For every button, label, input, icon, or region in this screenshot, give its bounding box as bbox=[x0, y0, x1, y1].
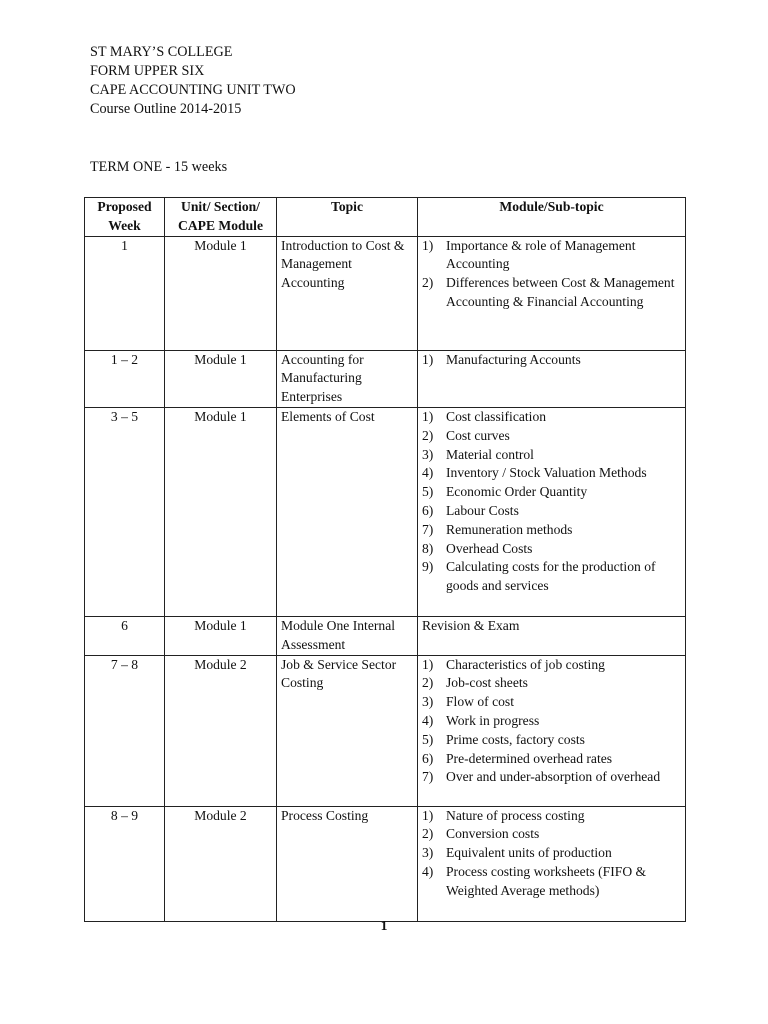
header-subtopic: Module/Sub-topic bbox=[418, 198, 686, 237]
list-item bbox=[422, 446, 681, 465]
cell-unit: Module 1 bbox=[165, 236, 277, 350]
cell-subtopic: Revision & Exam bbox=[418, 616, 686, 655]
cell-subtopic bbox=[418, 407, 686, 616]
list-item-text: Prime costs, factory costs bbox=[446, 731, 585, 747]
list-item bbox=[422, 502, 681, 521]
list-item-text: Manufacturing Accounts bbox=[446, 351, 581, 367]
outline-year: Course Outline 2014-2015 bbox=[90, 101, 242, 117]
list-item-number: 3) bbox=[422, 845, 434, 861]
list-item-number: 7) bbox=[422, 769, 434, 785]
course-title: CAPE ACCOUNTING UNIT TWO bbox=[90, 82, 296, 98]
header-topic: Topic bbox=[277, 198, 418, 237]
list-item-number: 1) bbox=[422, 656, 434, 672]
list-item-text: Remuneration methods bbox=[446, 521, 573, 537]
list-item-number: 1) bbox=[422, 237, 434, 253]
list-item-number: 3) bbox=[422, 446, 434, 462]
table-header-row bbox=[85, 198, 686, 237]
subtopic-list bbox=[422, 408, 681, 596]
table-row bbox=[85, 806, 686, 921]
cell-subtopic bbox=[418, 236, 686, 350]
list-item-number: 4) bbox=[422, 863, 434, 879]
cell-week: 1 – 2 bbox=[85, 350, 165, 407]
list-item-number: 2) bbox=[422, 675, 434, 691]
cell-topic: Introduction to Cost & Management Accounting bbox=[277, 236, 418, 350]
document-header bbox=[90, 43, 296, 119]
table-body bbox=[85, 236, 686, 921]
list-item-number: 6) bbox=[422, 750, 434, 766]
cell-week: 7 – 8 bbox=[85, 655, 165, 806]
list-item-number: 9) bbox=[422, 559, 434, 575]
list-item-text: Importance & role of Management Accounting bbox=[446, 237, 636, 272]
list-item bbox=[422, 712, 681, 731]
list-item bbox=[422, 464, 681, 483]
term-title: TERM ONE - 15 weeks bbox=[90, 159, 228, 175]
list-item-number: 6) bbox=[422, 502, 434, 518]
subtopic-list bbox=[422, 237, 681, 312]
list-item bbox=[422, 807, 681, 826]
cell-topic: Job & Service Sector Costing bbox=[277, 655, 418, 806]
list-item bbox=[422, 351, 681, 370]
list-item-text: Cost classification bbox=[446, 408, 547, 424]
list-item bbox=[422, 844, 681, 863]
cell-week: 6 bbox=[85, 616, 165, 655]
list-item-number: 1) bbox=[422, 807, 434, 823]
list-item bbox=[422, 408, 681, 427]
list-item bbox=[422, 825, 681, 844]
list-item bbox=[422, 521, 681, 540]
list-item-number: 7) bbox=[422, 521, 434, 537]
list-item-number: 2) bbox=[422, 275, 434, 291]
list-item-text: Inventory / Stock Valuation Methods bbox=[446, 465, 647, 481]
table-row bbox=[85, 616, 686, 655]
list-item-text: Process costing worksheets (FIFO & Weighted Average methods) bbox=[446, 863, 647, 898]
cell-unit: Module 2 bbox=[165, 806, 277, 921]
list-item-number: 3) bbox=[422, 694, 434, 710]
table-row bbox=[85, 236, 686, 350]
list-item-text: Equivalent units of production bbox=[446, 845, 612, 861]
list-item-text: Work in progress bbox=[446, 712, 540, 728]
cell-week: 3 – 5 bbox=[85, 407, 165, 616]
cell-week: 8 – 9 bbox=[85, 806, 165, 921]
list-item-number: 2) bbox=[422, 826, 434, 842]
list-item-number: 4) bbox=[422, 712, 434, 728]
list-item bbox=[422, 656, 681, 675]
list-item bbox=[422, 274, 681, 312]
list-item bbox=[422, 674, 681, 693]
cell-topic: Accounting for Manufacturing Enterprises bbox=[277, 350, 418, 407]
list-item-text: Conversion costs bbox=[446, 826, 540, 842]
list-item-text: Nature of process costing bbox=[446, 807, 585, 823]
page-number: 1 bbox=[380, 918, 388, 933]
cell-topic: Process Costing bbox=[277, 806, 418, 921]
list-item-number: 8) bbox=[422, 540, 434, 556]
cell-topic: Module One Internal Assessment bbox=[277, 616, 418, 655]
list-item bbox=[422, 558, 681, 596]
cell-topic: Elements of Cost bbox=[277, 407, 418, 616]
course-outline-table bbox=[84, 197, 686, 922]
list-item bbox=[422, 540, 681, 559]
list-item-number: 1) bbox=[422, 351, 434, 367]
list-item-text: Overhead Costs bbox=[446, 540, 533, 556]
list-item bbox=[422, 237, 681, 275]
form-level: FORM UPPER SIX bbox=[90, 63, 205, 79]
list-item-text: Differences between Cost & Management Accounting & Financial Accounting bbox=[446, 275, 675, 309]
cell-subtopic bbox=[418, 806, 686, 921]
subtopic-list bbox=[422, 807, 681, 901]
table-row bbox=[85, 407, 686, 616]
list-item-text: Economic Order Quantity bbox=[446, 484, 588, 500]
cell-subtopic bbox=[418, 350, 686, 407]
cell-subtopic bbox=[418, 655, 686, 806]
list-item-text: Characteristics of job costing bbox=[446, 656, 605, 672]
subtopic-list bbox=[422, 656, 681, 788]
cell-week: 1 bbox=[85, 236, 165, 350]
list-item-text: Cost curves bbox=[446, 427, 510, 443]
cell-unit: Module 2 bbox=[165, 655, 277, 806]
list-item-number: 2) bbox=[422, 427, 434, 443]
list-item-number: 4) bbox=[422, 465, 434, 481]
list-item-number: 5) bbox=[422, 731, 434, 747]
list-item bbox=[422, 731, 681, 750]
table-row bbox=[85, 350, 686, 407]
list-item-text: Calculating costs for the production of goods and services bbox=[446, 559, 656, 594]
list-item bbox=[422, 483, 681, 502]
list-item-text: Over and under-absorption of overhead bbox=[446, 769, 661, 785]
list-item bbox=[422, 863, 681, 901]
list-item-text: Pre-determined overhead rates bbox=[446, 750, 613, 766]
list-item-number: 1) bbox=[422, 408, 434, 424]
list-item bbox=[422, 693, 681, 712]
list-item-text: Material control bbox=[446, 446, 534, 462]
subtopic-list bbox=[422, 351, 681, 370]
cell-unit: Module 1 bbox=[165, 616, 277, 655]
school-name: ST MARY’S COLLEGE bbox=[90, 44, 233, 60]
list-item-text: Job-cost sheets bbox=[446, 675, 528, 691]
table-row bbox=[85, 655, 686, 806]
cell-unit: Module 1 bbox=[165, 350, 277, 407]
header-week: Proposed Week bbox=[85, 198, 165, 237]
list-item bbox=[422, 750, 681, 769]
list-item-text: Flow of cost bbox=[446, 694, 514, 710]
list-item-text: Labour Costs bbox=[446, 502, 519, 518]
list-item-number: 5) bbox=[422, 484, 434, 500]
header-unit: Unit/ Section/ CAPE Module bbox=[165, 198, 277, 237]
list-item bbox=[422, 427, 681, 446]
cell-unit: Module 1 bbox=[165, 407, 277, 616]
list-item bbox=[422, 768, 681, 787]
